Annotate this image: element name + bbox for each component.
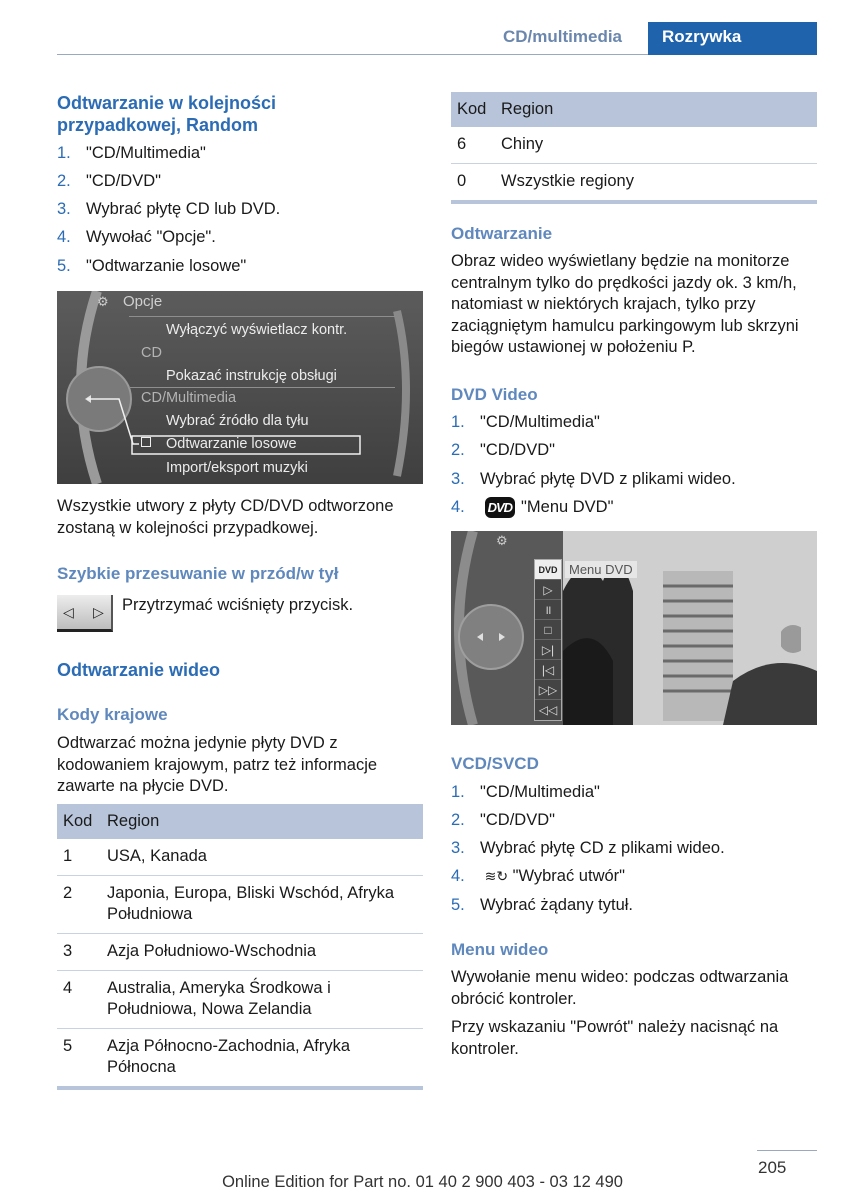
- col-region: Region: [495, 92, 817, 127]
- footer-edition: Online Edition for Part no. 01 40 2 900 403 - 03 12 490: [222, 1173, 623, 1191]
- table-row: 2 Japonia, Europa, Bliski Wschód, Afryka Południowa: [57, 876, 423, 934]
- menu-item: Wybrać źródło dla tyłu: [166, 413, 309, 429]
- header-chapter-tab: Rozrywka: [648, 22, 817, 55]
- header-section: CD/multimedia: [503, 27, 623, 46]
- checkbox-icon: [141, 437, 151, 447]
- menu-item-selected: Odtwarzanie losowe: [166, 436, 297, 452]
- codes-heading: Kody krajowe: [57, 705, 168, 724]
- vcd-heading: VCD/SVCD: [451, 754, 539, 773]
- controller-edge-graphic: [781, 611, 801, 671]
- random-result-text: Wszystkie utwory z płyty CD/DVD odtworzone zostaną w kolejności przypadkowej.: [57, 497, 394, 537]
- region-table: [57, 804, 423, 1090]
- options-menu-screenshot: [57, 291, 423, 484]
- list-item: 5. Wybrać żądany tytuł.: [451, 896, 633, 914]
- table-row: 5 Azja Północno-Zachodnia, Afryka Północna: [57, 1029, 423, 1089]
- table-row: 0 Wszystkie regiony: [451, 164, 817, 203]
- dvd-icon: DVD: [535, 560, 561, 580]
- menu-item: Import/eksport muzyki: [166, 460, 308, 476]
- next-icon: ▷|: [535, 640, 561, 660]
- divider: [129, 387, 395, 388]
- playback-text: Obraz wideo wyświetlany będzie na monitorze centralnym tylko do prędkości jazdy ok. 3 km/h, natomiast w niektórych krajach, tylko przy zaciągniętym hamulcu parkingowym lub skrzyni biegów ustawionej w położeniu P.: [451, 252, 799, 356]
- table-row: 3 Azja Południowo-Wschodnia: [57, 934, 423, 971]
- rewind-icon: ◁◁: [538, 703, 558, 717]
- col-code: Kod: [451, 92, 495, 127]
- list-item: 3. Wybrać płytę DVD z plikami wideo.: [451, 470, 736, 488]
- menu-item: Pokazać instrukcję obsługi: [166, 368, 337, 384]
- menu-group: CD/Multimedia: [141, 390, 237, 406]
- dvd-control-panel: [534, 559, 562, 721]
- play-icon: ▷: [535, 580, 561, 600]
- arrow-left-icon: ◁: [63, 604, 74, 620]
- col-code: Kod: [57, 804, 101, 839]
- list-item: 2. "CD/DVD": [451, 441, 555, 459]
- table-row: 1 USA, Kanada: [57, 839, 423, 876]
- list-item: 4. ≋↻ "Wybrać utwór": [451, 867, 626, 885]
- menu-item: Wyłączyć wyświetlacz kontr.: [166, 322, 348, 338]
- list-item: 4. DVD "Menu DVD": [451, 498, 614, 516]
- options-icon: ⚙: [97, 294, 109, 309]
- fast-forward-icon: ▷▷: [535, 680, 561, 700]
- menu-text-2: Przy wskazaniu "Powrót" należy nacisnąć na kontroler.: [451, 1018, 779, 1058]
- skip-text: Przytrzymać wciśnięty przycisk.: [122, 596, 354, 614]
- playback-heading: Odtwarzanie: [451, 224, 553, 243]
- table-row: 6 Chiny: [451, 127, 817, 164]
- arrow-right-icon: ▷: [93, 604, 104, 620]
- list-item: 4. Wywołać "Opcje".: [57, 228, 216, 246]
- dvd-menu-screenshot: [451, 531, 817, 725]
- region-table-continued: [451, 92, 817, 204]
- list-item: 3. Wybrać płytę CD lub DVD.: [57, 200, 281, 218]
- footer-rule: [757, 1150, 817, 1151]
- random-heading: Odtwarzanie w kolejności przypadkowej, Random: [57, 93, 277, 135]
- skip-heading: Szybkie przesuwanie w przód/w tył: [57, 564, 339, 583]
- col-region: Region: [101, 804, 423, 839]
- dvd-logo-icon: DVD: [485, 497, 515, 518]
- menu-heading: Menu wideo: [451, 940, 549, 959]
- list-item: 1. "CD/Multimedia": [451, 413, 600, 431]
- list-item: 2. "CD/DVD": [451, 811, 555, 829]
- options-title: Opcje: [123, 293, 163, 310]
- list-item: 2. "CD/DVD": [57, 172, 161, 190]
- dvd-menu-label: Menu DVD: [565, 561, 637, 578]
- pause-icon: ॥: [535, 600, 561, 620]
- stop-icon: □: [535, 620, 561, 640]
- dvd-menu-icon: ⚙: [496, 533, 508, 548]
- select-track-icon: ≋↻: [484, 868, 509, 884]
- table-header: [451, 92, 817, 127]
- list-item: 3. Wybrać płytę CD z plikami wideo.: [451, 839, 725, 857]
- codes-intro: Odtwarzać można jedynie płyty DVD z kodowaniem krajowym, patrz też informacje zawarte na płycie DVD.: [57, 734, 378, 795]
- list-item: 1. "CD/Multimedia": [451, 783, 600, 801]
- list-item: 1. "CD/Multimedia": [57, 144, 206, 162]
- dvd-heading: DVD Video: [451, 385, 538, 404]
- list-item: 5. "Odtwarzanie losowe": [57, 257, 247, 275]
- video-heading: Odtwarzanie wideo: [57, 660, 221, 680]
- page-number: 205: [758, 1158, 787, 1177]
- skip-button-icon: [57, 595, 113, 632]
- divider: [129, 316, 395, 317]
- table-header: [57, 804, 423, 839]
- table-row: 4 Australia, Ameryka Środkowa i Południowa, Nowa Zelandia: [57, 971, 423, 1029]
- previous-icon: |◁: [535, 660, 561, 680]
- menu-text-1: Wywołanie menu wideo: podczas odtwarzania obrócić kontroler.: [451, 968, 789, 1008]
- menu-group: CD: [141, 345, 162, 361]
